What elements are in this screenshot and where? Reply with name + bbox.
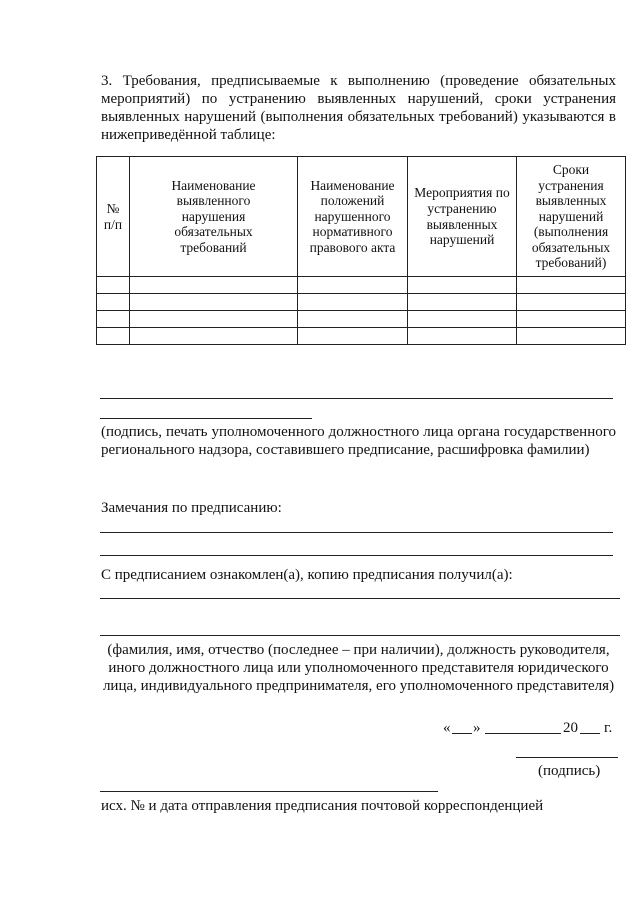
date-day-blank[interactable] [452,733,472,734]
acknowledgement-label: С предписанием ознакомлен(а), копию предписания получил(а): [101,567,513,583]
column-header-number: № п/п [97,157,130,277]
table-cell[interactable] [130,328,298,345]
table-cell[interactable] [97,328,130,345]
acknowledgement-caption: (фамилия, имя, отчество (последнее – при наличии), должность руководителя, иного должностного лица или уполномоченного представителя юридического лица, индивидуального предпринимателя, его уполномоченного представителя) [102,642,615,694]
remarks-line-1[interactable] [100,532,613,533]
table-cell[interactable] [517,328,626,345]
signature-caption: (подпись, печать уполномоченного должностного лица органа государственного регионального надзора, составившего предписание, расшифровка фамилии) [101,424,616,458]
table-cell[interactable] [298,294,408,311]
table-row [97,294,626,311]
table-row [97,328,626,345]
column-header-act-provisions: Наименование положений нарушенного нормативного правового акта [298,157,408,277]
table-cell[interactable] [298,328,408,345]
table-cell[interactable] [517,311,626,328]
table-cell[interactable] [517,277,626,294]
date-year-blank[interactable] [580,733,600,734]
table-header-row [97,157,626,277]
outgoing-line[interactable] [100,791,438,792]
table-cell[interactable] [97,294,130,311]
table-cell[interactable] [408,294,517,311]
table-row [97,311,626,328]
small-signature-caption: (подпись) [538,763,601,779]
table-cell[interactable] [298,311,408,328]
outgoing-text: исх. № и дата отправления предписания почтовой корреспонденцией [101,798,544,814]
acknowledgement-line-1[interactable] [100,598,620,599]
acknowledgement-line-2[interactable] [100,635,620,636]
table-cell[interactable] [97,277,130,294]
remarks-label: Замечания по предписанию: [101,500,282,516]
section-3-paragraph: 3. Требования, предписываемые к выполнению (проведение обязательных мероприятий) по устранению выявленных нарушений, сроки устранения выявленных нарушений (выполнения обязательных требований) указываются в нижеприведённой таблице: [101,73,616,143]
column-header-measures: Мероприятия по устранению выявленных нарушений [408,157,517,277]
table-cell[interactable] [408,311,517,328]
table-cell[interactable] [130,294,298,311]
column-header-deadlines: Сроки устранения выявленных нарушений (выполнения обязательных требований) [517,157,626,277]
table-cell[interactable] [517,294,626,311]
signature-short-line[interactable] [100,418,312,419]
date-close-quote: » [473,720,481,736]
date-year-prefix: 20 [563,720,578,736]
date-field [443,719,618,739]
table-cell[interactable] [298,277,408,294]
table-cell[interactable] [408,328,517,345]
column-header-violation: Наименование выявленного нарушения обязательных требований [130,157,298,277]
small-signature-line[interactable] [516,757,618,758]
table-cell[interactable] [130,277,298,294]
table-cell[interactable] [408,277,517,294]
date-open-quote: « [443,720,451,736]
signature-line[interactable] [100,398,613,399]
requirements-table [96,156,626,345]
remarks-line-2[interactable] [100,555,613,556]
date-month-blank[interactable] [485,733,561,734]
table-row [97,277,626,294]
table-cell[interactable] [97,311,130,328]
table-cell[interactable] [130,311,298,328]
date-year-suffix: г. [604,720,613,736]
